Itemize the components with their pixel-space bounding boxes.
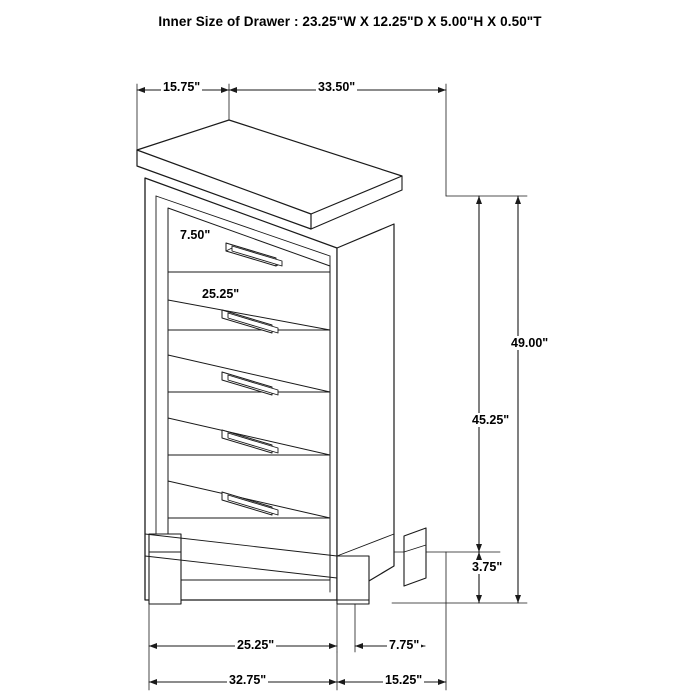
- dimension-label-drawer-width-bottom: 25.25": [237, 638, 275, 652]
- dimension-label-overall-depth-bottom: 15.25": [385, 673, 423, 687]
- page-title: Inner Size of Drawer : 23.25"W X 12.25"D X 5.00"H X 0.50"T: [158, 14, 542, 29]
- dimension-label-leg-height: 3.75": [472, 560, 503, 574]
- dimension-label-drawer-inner-width: 25.25": [202, 287, 240, 301]
- dimension-label-depth-top: 15.75": [163, 80, 201, 94]
- dimension-label-overall-width-bottom: 32.75": [229, 673, 267, 687]
- dimension-label-case-height: 45.25": [472, 413, 510, 427]
- dimension-label-total-height: 49.00": [511, 336, 549, 350]
- dimension-label-foot-depth: 7.75": [389, 638, 420, 652]
- dimension-label-width-top: 33.50": [318, 80, 356, 94]
- dimension-label-drawer-front-height: 7.50": [180, 228, 211, 242]
